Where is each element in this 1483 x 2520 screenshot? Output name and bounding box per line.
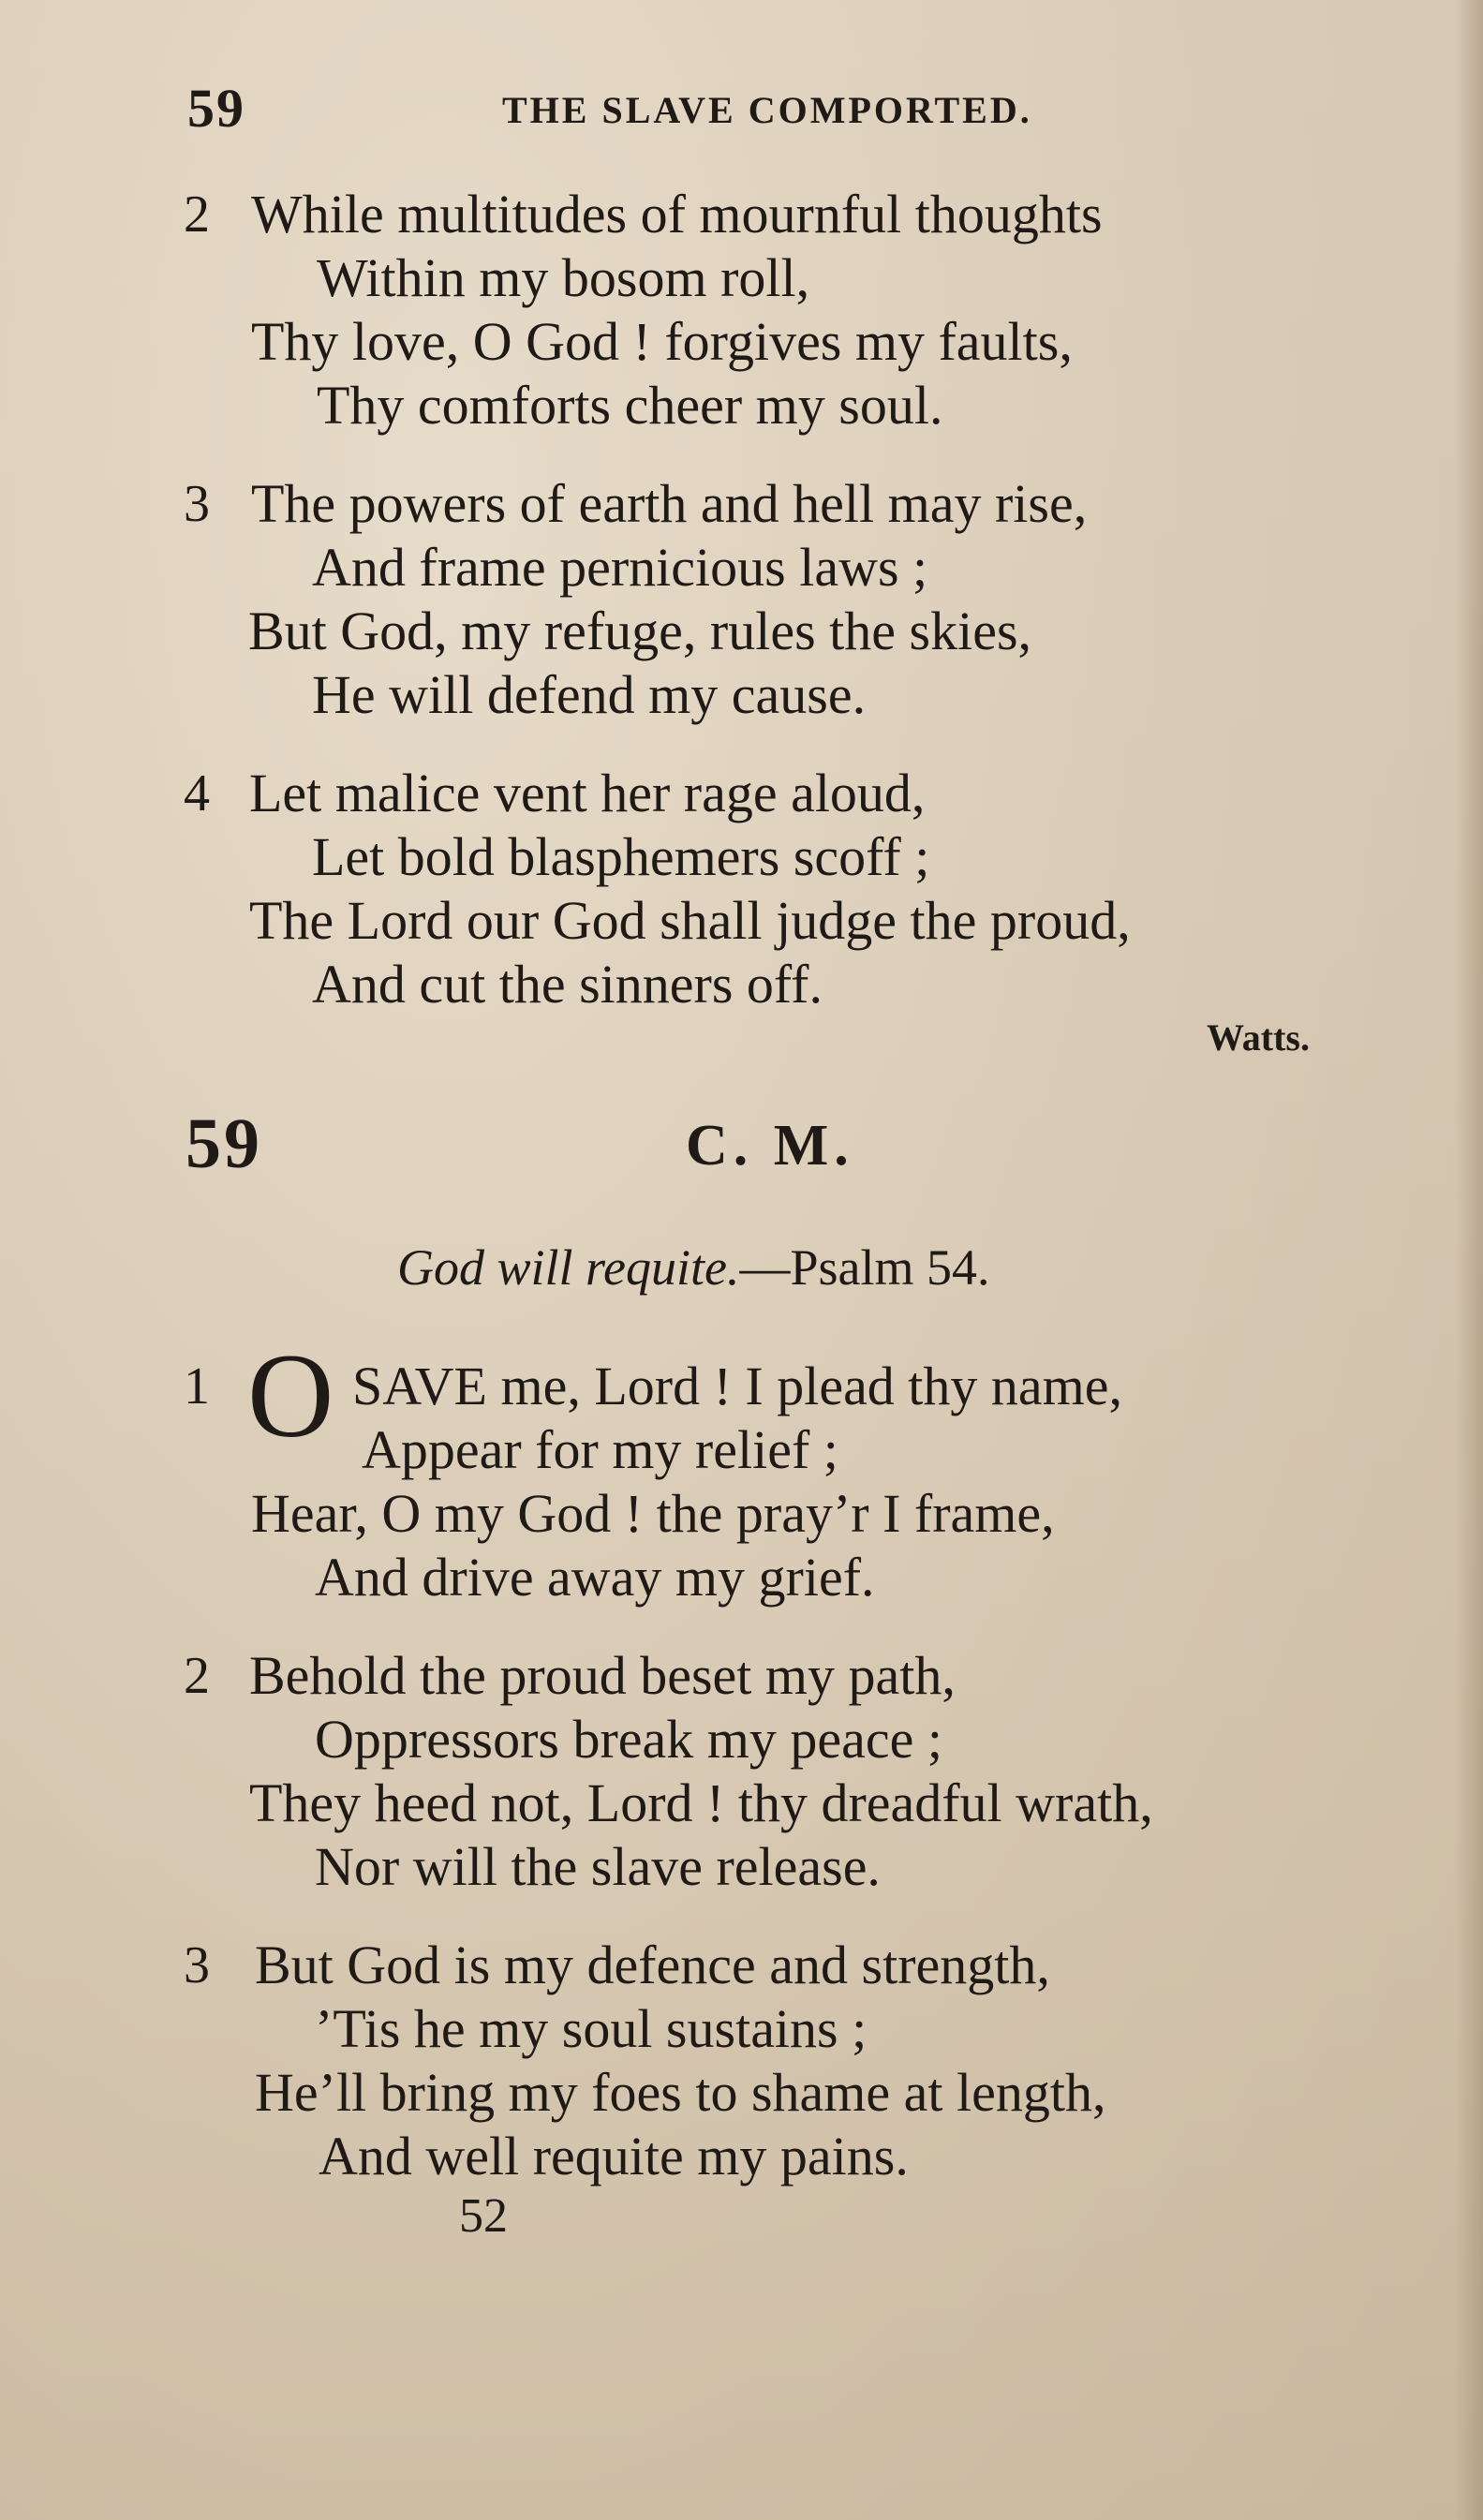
verse-line: But God is my defence and strength,	[255, 1934, 1050, 1995]
hymn-number: 59	[185, 1104, 262, 1183]
verse-line: And well requite my pains.	[319, 2126, 909, 2186]
verse-line: ’Tis he my soul sustains ;	[315, 1998, 868, 2059]
verse-line: But God, my refuge, rules the skies,	[248, 600, 1032, 661]
verse-number: 3	[184, 475, 210, 533]
verse-line: And drive away my grief.	[315, 1547, 875, 1608]
verse-line: He will defend my cause.	[312, 664, 867, 725]
verse-line: Nor will the slave release.	[315, 1836, 881, 1897]
verse-line: The powers of earth and hell may rise,	[251, 473, 1088, 534]
verse-line: Oppressors break my peace ;	[315, 1709, 942, 1770]
verse-line: And cut the sinners off.	[312, 954, 823, 1015]
verse-line: Let malice vent her rage aloud,	[249, 763, 926, 823]
verse-line: And frame pernicious laws ;	[312, 537, 928, 598]
verse-line: Behold the proud beset my path,	[249, 1645, 956, 1706]
verse-number: 3	[184, 1936, 210, 1994]
verse-line: Let bold blasphemers scoff ;	[312, 826, 930, 887]
hymn-meter: C. M.	[686, 1114, 854, 1178]
verse-number: 4	[184, 764, 210, 823]
subtitle-theme: God will requite.	[397, 1239, 740, 1296]
verse-line: Hear, O my God ! the pray’r I frame,	[251, 1483, 1055, 1544]
page-number: 59	[187, 78, 245, 139]
subtitle-psalm-ref: —Psalm 54.	[739, 1239, 990, 1296]
running-title: THE SLAVE COMPORTED.	[502, 89, 1032, 131]
verse-line: Within my bosom roll,	[317, 247, 810, 308]
verse-number: 1	[184, 1357, 210, 1416]
hymn-attribution: Watts.	[1207, 1016, 1310, 1059]
verse-number: 2	[184, 185, 210, 244]
verse-line: They heed not, Lord ! thy dreadful wrath,	[249, 1772, 1153, 1833]
signature-mark: 52	[459, 2189, 508, 2243]
verse-line: He’ll bring my foes to shame at length,	[255, 2062, 1106, 2123]
verse-line: While multitudes of mournful thoughts	[251, 184, 1103, 245]
verse-line: Appear for my relief ;	[362, 1419, 838, 1480]
hymn-subtitle	[397, 1238, 990, 1297]
verse-line: Thy comforts cheer my soul.	[317, 375, 943, 436]
verse-line: Thy love, O God ! forgives my faults,	[251, 311, 1073, 372]
verse-number: 2	[184, 1647, 210, 1705]
verse-line: SAVE me, Lord ! I plead thy name,	[352, 1356, 1123, 1416]
drop-cap: O	[247, 1329, 334, 1462]
verse-line: The Lord our God shall judge the proud,	[249, 890, 1131, 951]
